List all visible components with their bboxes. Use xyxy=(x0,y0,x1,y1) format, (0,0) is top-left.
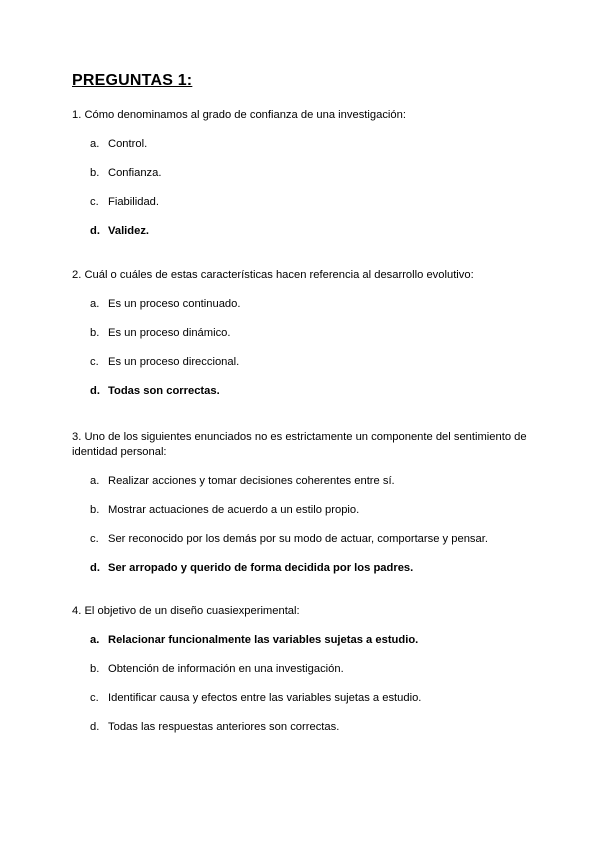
question-1 xyxy=(72,108,532,238)
page-title: PREGUNTAS 1: xyxy=(72,72,193,89)
option-c xyxy=(72,355,532,369)
option-c xyxy=(72,691,532,705)
option-b xyxy=(72,326,532,340)
option-letter: c. xyxy=(90,356,99,368)
option-c xyxy=(72,195,532,209)
question-4 xyxy=(72,604,532,734)
option-text: Es un proceso direccional. xyxy=(108,356,240,368)
option-text: Relacionar funcionalmente las variables sujetas a estudio. xyxy=(108,634,419,646)
question-3 xyxy=(72,430,532,575)
option-text: Obtención de información en una investigación. xyxy=(108,663,344,675)
option-text: Todas las respuestas anteriores son correctas. xyxy=(108,721,340,733)
option-letter: d. xyxy=(90,385,100,397)
option-a xyxy=(72,633,532,647)
option-letter: c. xyxy=(90,196,99,208)
option-letter: d. xyxy=(90,562,100,574)
option-b xyxy=(72,503,532,517)
option-text: Realizar acciones y tomar decisiones coherentes entre sí. xyxy=(108,475,395,487)
question-2 xyxy=(72,268,532,398)
option-text: Todas son correctas. xyxy=(108,385,220,397)
option-a xyxy=(72,474,532,488)
option-a xyxy=(72,137,532,151)
option-letter: b. xyxy=(90,504,100,516)
options-list xyxy=(72,297,532,398)
option-letter: a. xyxy=(90,298,100,310)
option-b xyxy=(72,662,532,676)
options-list xyxy=(72,633,532,734)
option-letter: d. xyxy=(90,721,100,733)
question-text: 2. Cuál o cuáles de estas características hacen referencia al desarrollo evolutivo: xyxy=(72,269,474,281)
option-d xyxy=(72,720,532,734)
option-letter: b. xyxy=(90,327,100,339)
option-d xyxy=(72,561,532,575)
question-text: 1. Cómo denominamos al grado de confianza de una investigación: xyxy=(72,109,406,121)
option-b xyxy=(72,166,532,180)
option-text: Es un proceso dinámico. xyxy=(108,327,231,339)
option-text: Ser arropado y querido de forma decidida por los padres. xyxy=(108,562,414,574)
option-text: Mostrar actuaciones de acuerdo a un estilo propio. xyxy=(108,504,360,516)
question-text: 3. Uno de los siguientes enunciados no es estrictamente un componente del sentimiento de identidad personal: xyxy=(72,431,527,458)
option-a xyxy=(72,297,532,311)
option-text: Fiabilidad. xyxy=(108,196,159,208)
options-list xyxy=(72,137,532,238)
option-letter: c. xyxy=(90,533,99,545)
option-text: Es un proceso continuado. xyxy=(108,298,241,310)
option-d xyxy=(72,384,532,398)
option-text: Validez. xyxy=(108,225,150,237)
option-c xyxy=(72,532,532,546)
option-letter: b. xyxy=(90,167,100,179)
option-letter: c. xyxy=(90,692,99,704)
option-letter: a. xyxy=(90,475,100,487)
options-list xyxy=(72,474,532,575)
option-text: Ser reconocido por los demás por su modo de actuar, comportarse y pensar. xyxy=(108,533,488,545)
option-letter: d. xyxy=(90,225,100,237)
question-text: 4. El objetivo de un diseño cuasiexperimental: xyxy=(72,605,300,617)
option-text: Confianza. xyxy=(108,167,162,179)
option-letter: b. xyxy=(90,663,100,675)
option-letter: a. xyxy=(90,138,100,150)
option-letter: a. xyxy=(90,634,100,646)
option-text: Identificar causa y efectos entre las variables sujetas a estudio. xyxy=(108,692,422,704)
option-text: Control. xyxy=(108,138,148,150)
option-d xyxy=(72,224,532,238)
